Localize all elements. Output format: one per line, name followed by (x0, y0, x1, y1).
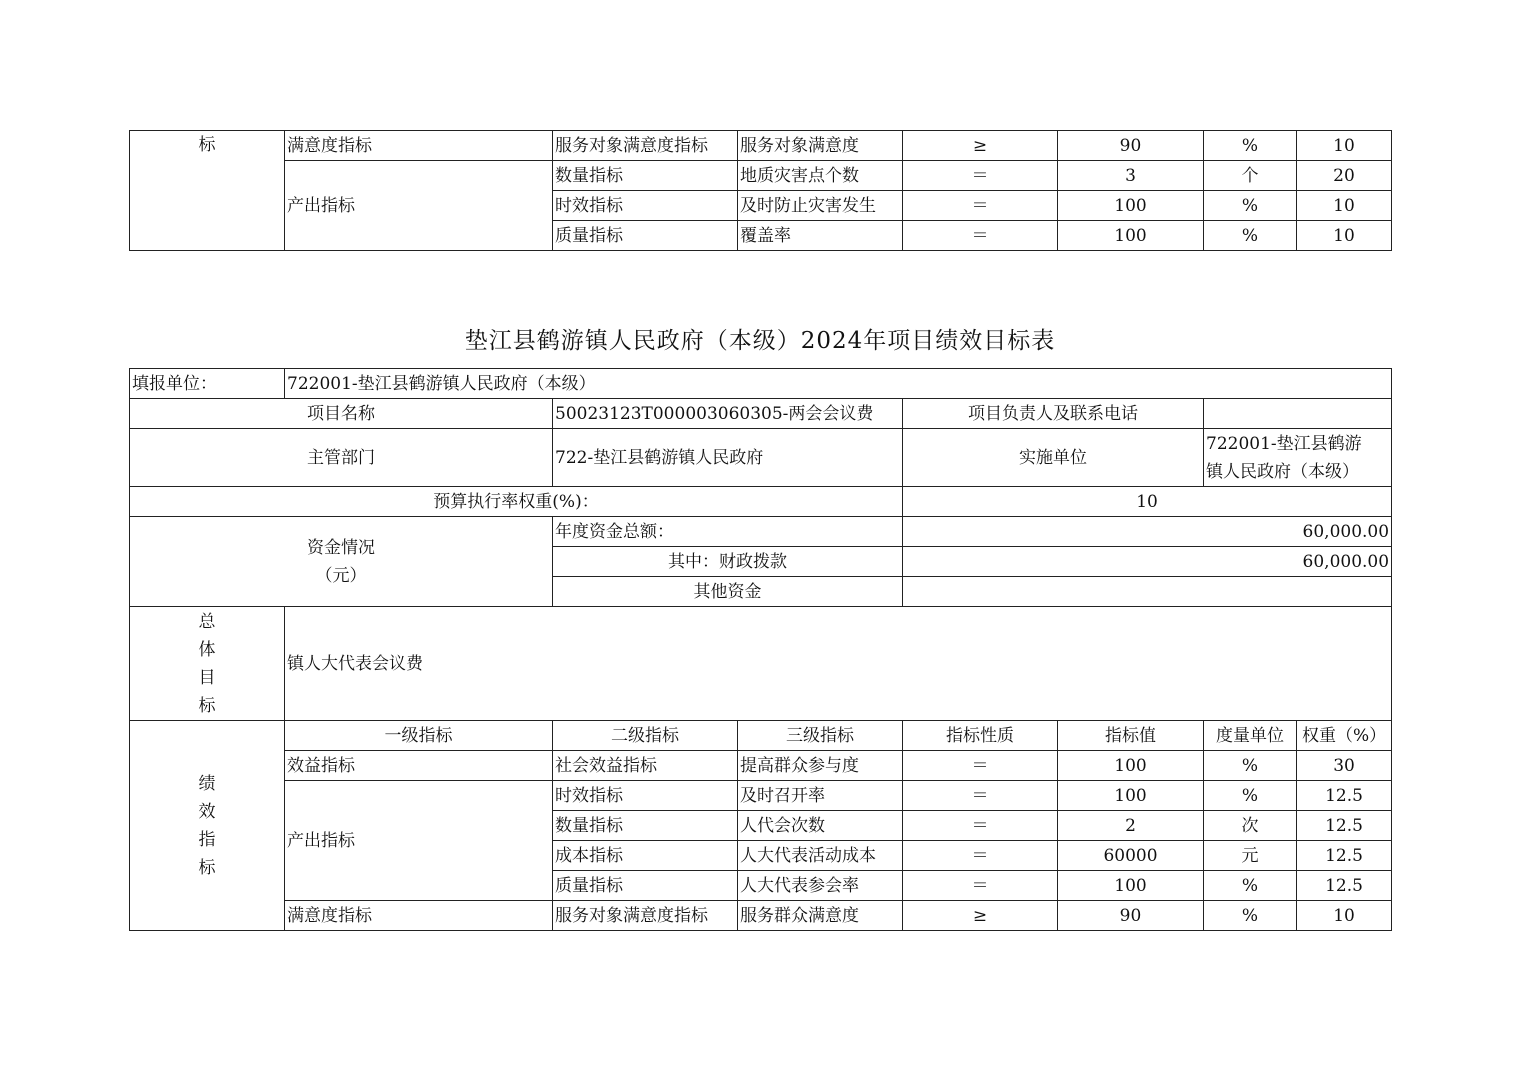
header-nature: 指标性质 (903, 721, 1058, 751)
header-level1: 一级指标 (285, 721, 553, 751)
dept-row (130, 429, 1392, 487)
table-row (130, 901, 1392, 931)
impl-value (1204, 429, 1392, 487)
impl-value-line2: 镇人民政府（本级） (1206, 461, 1359, 482)
budget-rate-label: 预算执行率权重(%)： (130, 487, 903, 517)
goal-label-char: 总 (198, 611, 216, 632)
project-name-value: 50023123T000003060305-两会会议费 (553, 399, 903, 429)
goal-value: 镇人大代表会议费 (285, 607, 1392, 721)
value-cell: 90 (1058, 131, 1204, 161)
other-funds-label: 其他资金 (553, 577, 903, 607)
indicator-header-row (130, 721, 1392, 751)
goal-row (130, 607, 1392, 721)
annual-total-value: 60,000.00 (903, 517, 1392, 547)
budget-rate-row (130, 487, 1392, 517)
perf-label (130, 721, 285, 931)
value-cell: 100 (1058, 751, 1204, 781)
goal-label-char: 体 (198, 639, 216, 660)
funds-label-line2: （元） (315, 565, 367, 586)
level3-cell: 服务对象满意度 (738, 131, 903, 161)
goal-label (130, 607, 285, 721)
unit-cell: % (1204, 221, 1297, 251)
level2-cell: 社会效益指标 (553, 751, 738, 781)
level2-cell: 时效指标 (553, 191, 738, 221)
nature-cell: ＝ (903, 871, 1058, 901)
level2-cell: 质量指标 (553, 871, 738, 901)
impl-value-line1: 722001-垫江县鹤游 (1206, 433, 1362, 454)
funds-label (130, 517, 553, 607)
header-weight: 权重（%） (1297, 721, 1392, 751)
dept-label: 主管部门 (130, 429, 553, 487)
level2-cell: 质量指标 (553, 221, 738, 251)
dept-value: 722-垫江县鹤游镇人民政府 (553, 429, 903, 487)
fill-unit-value: 722001-垫江县鹤游镇人民政府（本级） (285, 369, 1392, 399)
level3-cell: 及时防止灾害发生 (738, 191, 903, 221)
level3-cell: 提高群众参与度 (738, 751, 903, 781)
header-unit: 度量单位 (1204, 721, 1297, 751)
level2-cell: 数量指标 (553, 811, 738, 841)
goal-label-char: 标 (198, 695, 216, 716)
level2-cell: 服务对象满意度指标 (553, 901, 738, 931)
unit-cell: % (1204, 131, 1297, 161)
level1-cell: 产出指标 (285, 161, 553, 251)
value-cell: 100 (1058, 221, 1204, 251)
table-row (130, 161, 1392, 191)
level3-cell: 人大代表参会率 (738, 871, 903, 901)
weight-cell: 10 (1297, 901, 1392, 931)
weight-cell: 12.5 (1297, 781, 1392, 811)
unit-cell: % (1204, 191, 1297, 221)
level1-header-cont: 标 (130, 131, 285, 251)
top-indicator-table (129, 130, 1392, 251)
fiscal-label: 其中：财政拨款 (553, 547, 903, 577)
value-cell: 60000 (1058, 841, 1204, 871)
nature-cell: ＝ (903, 811, 1058, 841)
weight-cell: 30 (1297, 751, 1392, 781)
nature-cell: ＝ (903, 841, 1058, 871)
level1-cell: 满意度指标 (285, 901, 553, 931)
table-row (130, 751, 1392, 781)
project-name-label: 项目名称 (130, 399, 553, 429)
level1-cell: 产出指标 (285, 781, 553, 901)
level1-cell: 满意度指标 (285, 131, 553, 161)
level3-cell: 服务群众满意度 (738, 901, 903, 931)
nature-cell: ≥ (903, 131, 1058, 161)
goal-label-char: 目 (198, 667, 216, 688)
weight-cell: 10 (1297, 131, 1392, 161)
weight-cell: 12.5 (1297, 841, 1392, 871)
funds-label-line1: 资金情况 (307, 537, 375, 558)
value-cell: 100 (1058, 781, 1204, 811)
fiscal-value: 60,000.00 (903, 547, 1392, 577)
annual-total-label: 年度资金总额： (553, 517, 903, 547)
table-row (130, 781, 1392, 811)
fill-unit-label: 填报单位： (130, 369, 285, 399)
weight-cell: 10 (1297, 221, 1392, 251)
level1-cell: 效益指标 (285, 751, 553, 781)
level2-cell: 时效指标 (553, 781, 738, 811)
weight-cell: 10 (1297, 191, 1392, 221)
budget-rate-value: 10 (903, 487, 1392, 517)
unit-cell: 次 (1204, 811, 1297, 841)
level2-cell: 服务对象满意度指标 (553, 131, 738, 161)
level2-cell: 成本指标 (553, 841, 738, 871)
unit-cell: % (1204, 871, 1297, 901)
value-cell: 100 (1058, 191, 1204, 221)
fill-unit-row (130, 369, 1392, 399)
other-funds-value (903, 577, 1392, 607)
level3-cell: 人代会次数 (738, 811, 903, 841)
impl-label: 实施单位 (903, 429, 1204, 487)
perf-label-char: 指 (198, 829, 216, 850)
value-cell: 3 (1058, 161, 1204, 191)
weight-cell: 12.5 (1297, 871, 1392, 901)
perf-label-char: 绩 (198, 773, 216, 794)
nature-cell: ＝ (903, 191, 1058, 221)
funds-row (130, 517, 1392, 547)
contact-value (1204, 399, 1392, 429)
header-level2: 二级指标 (553, 721, 738, 751)
level2-cell: 数量指标 (553, 161, 738, 191)
nature-cell: ≥ (903, 901, 1058, 931)
level3-cell: 及时召开率 (738, 781, 903, 811)
project-name-row (130, 399, 1392, 429)
unit-cell: % (1204, 781, 1297, 811)
value-cell: 90 (1058, 901, 1204, 931)
value-cell: 2 (1058, 811, 1204, 841)
unit-cell: 个 (1204, 161, 1297, 191)
page-title: 垫江县鹤游镇人民政府（本级）2024年项目绩效目标表 (464, 328, 1056, 354)
value-cell: 100 (1058, 871, 1204, 901)
perf-label-char: 效 (198, 801, 216, 822)
header-level3: 三级指标 (738, 721, 903, 751)
unit-cell: % (1204, 751, 1297, 781)
unit-cell: % (1204, 901, 1297, 931)
header-value: 指标值 (1058, 721, 1204, 751)
level3-cell: 地质灾害点个数 (738, 161, 903, 191)
nature-cell: ＝ (903, 221, 1058, 251)
nature-cell: ＝ (903, 751, 1058, 781)
contact-label: 项目负责人及联系电话 (903, 399, 1204, 429)
project-performance-table (129, 368, 1392, 931)
table-row (130, 131, 1392, 161)
level3-cell: 覆盖率 (738, 221, 903, 251)
nature-cell: ＝ (903, 161, 1058, 191)
level3-cell: 人大代表活动成本 (738, 841, 903, 871)
perf-label-char: 标 (198, 857, 216, 878)
unit-cell: 元 (1204, 841, 1297, 871)
nature-cell: ＝ (903, 781, 1058, 811)
weight-cell: 12.5 (1297, 811, 1392, 841)
weight-cell: 20 (1297, 161, 1392, 191)
